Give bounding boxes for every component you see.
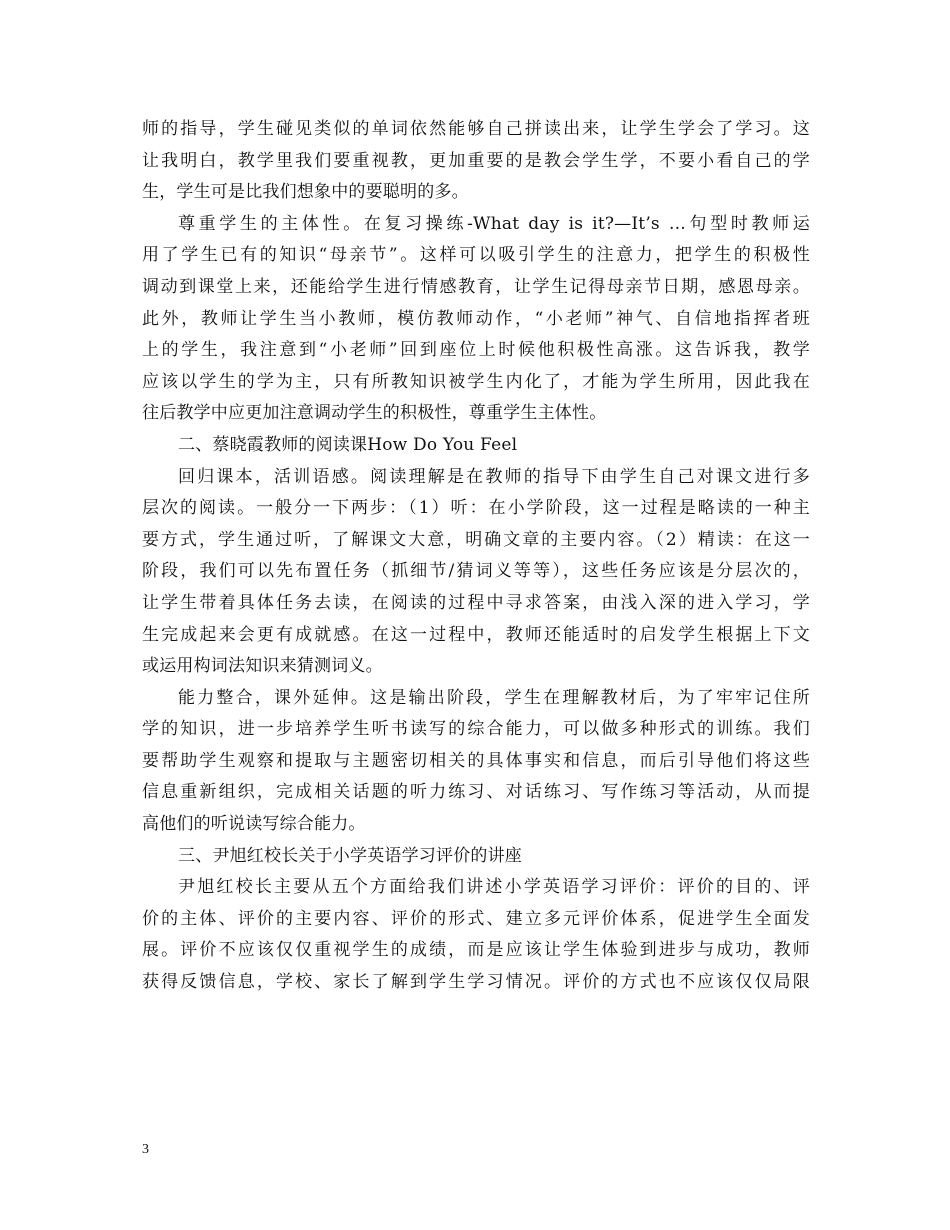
text-line: 往后教学中应更加注意调动学生的积极性，尊重学生主体性。 bbox=[142, 403, 607, 424]
text-line: 或运用构词法知识来猜测词义。 bbox=[142, 656, 383, 677]
text-line: 应该以学生的学为主，只有所教知识被学生内化了，才能为学生所用，因此我在 bbox=[142, 371, 810, 392]
text-line: 二、蔡晓霞教师的阅读课How Do You Feel bbox=[178, 434, 518, 455]
text-line: 尊重学生的主体性。在复习操练-What day is it?—It’s …句型时教师运 bbox=[178, 213, 810, 234]
text-line: 此外，教师让学生当小教师，模仿教师动作，“小老师”神气、自信地指挥者班 bbox=[142, 308, 810, 329]
text-line: 要帮助学生观察和提取与主题密切相关的具体事实和信息，而后引导他们将这些 bbox=[142, 750, 810, 771]
text-line: 让我明白，教学里我们要重视教，更加重要的是教会学生学，不要小看自己的学 bbox=[142, 150, 810, 171]
text-line: 阶段，我们可以先布置任务（抓细节/猜词义等等），这些任务应该是分层次的， bbox=[142, 561, 810, 582]
text-line: 上的学生，我注意到“小老师”回到座位上时候他积极性高涨。这告诉我，教学 bbox=[142, 340, 810, 361]
body-text bbox=[142, 114, 810, 999]
text-line: 调动到课堂上来，还能给学生进行情感教育，让学生记得母亲节日期，感恩母亲。 bbox=[142, 276, 810, 297]
text-line: 让学生带着具体任务去读，在阅读的过程中寻求答案，由浅入深的进入学习，学 bbox=[142, 592, 810, 613]
text-line: 展。评价不应该仅仅重视学生的成绩，而是应该让学生体验到进步与成功，教师 bbox=[142, 940, 810, 961]
text-line: 回归课本，活训语感。阅读理解是在教师的指导下由学生自己对课文进行多 bbox=[178, 466, 810, 487]
text-line: 学的知识，进一步培养学生听书读写的综合能力，可以做多种形式的训练。我们 bbox=[142, 719, 810, 740]
text-line: 生完成起来会更有成就感。在这一过程中，教师还能适时的启发学生根据上下文 bbox=[142, 624, 810, 645]
text-line: 师的指导，学生碰见类似的单词依然能够自己拼读出来，让学生学会了学习。这 bbox=[142, 119, 810, 139]
text-line: 尹旭红校长主要从五个方面给我们讲述小学英语学习评价：评价的目的、评 bbox=[178, 877, 810, 898]
page-number: 3 bbox=[142, 1142, 149, 1157]
text-line: 生，学生可是比我们想象中的要聪明的多。 bbox=[142, 182, 469, 203]
text-line: 价的主体、评价的主要内容、评价的形式、建立多元评价体系，促进学生全面发 bbox=[142, 908, 810, 929]
text-line: 要方式，学生通过听，了解课文大意，明确文章的主要内容。（2）精读：在这一 bbox=[142, 529, 810, 550]
text-line: 高他们的听说读写综合能力。 bbox=[142, 814, 366, 835]
text-line: 信息重新组织，完成相关话题的听力练习、对话练习、写作练习等活动，从而提 bbox=[142, 782, 810, 803]
text-line: 用了学生已有的知识“母亲节”。这样可以吸引学生的注意力，把学生的积极性 bbox=[142, 245, 810, 266]
text-line: 能力整合，课外延伸。这是输出阶段，学生在理解教材后，为了牢牢记住所 bbox=[178, 687, 810, 708]
text-line: 三、尹旭红校长关于小学英语学习评价的讲座 bbox=[178, 845, 522, 866]
text-line: 层次的阅读。一般分一下两步：（1）听：在小学阶段，这一过程是略读的一种主 bbox=[142, 498, 810, 519]
text-line: 获得反馈信息，学校、家长了解到学生学习情况。评价的方式也不应该仅仅局限 bbox=[142, 972, 810, 993]
